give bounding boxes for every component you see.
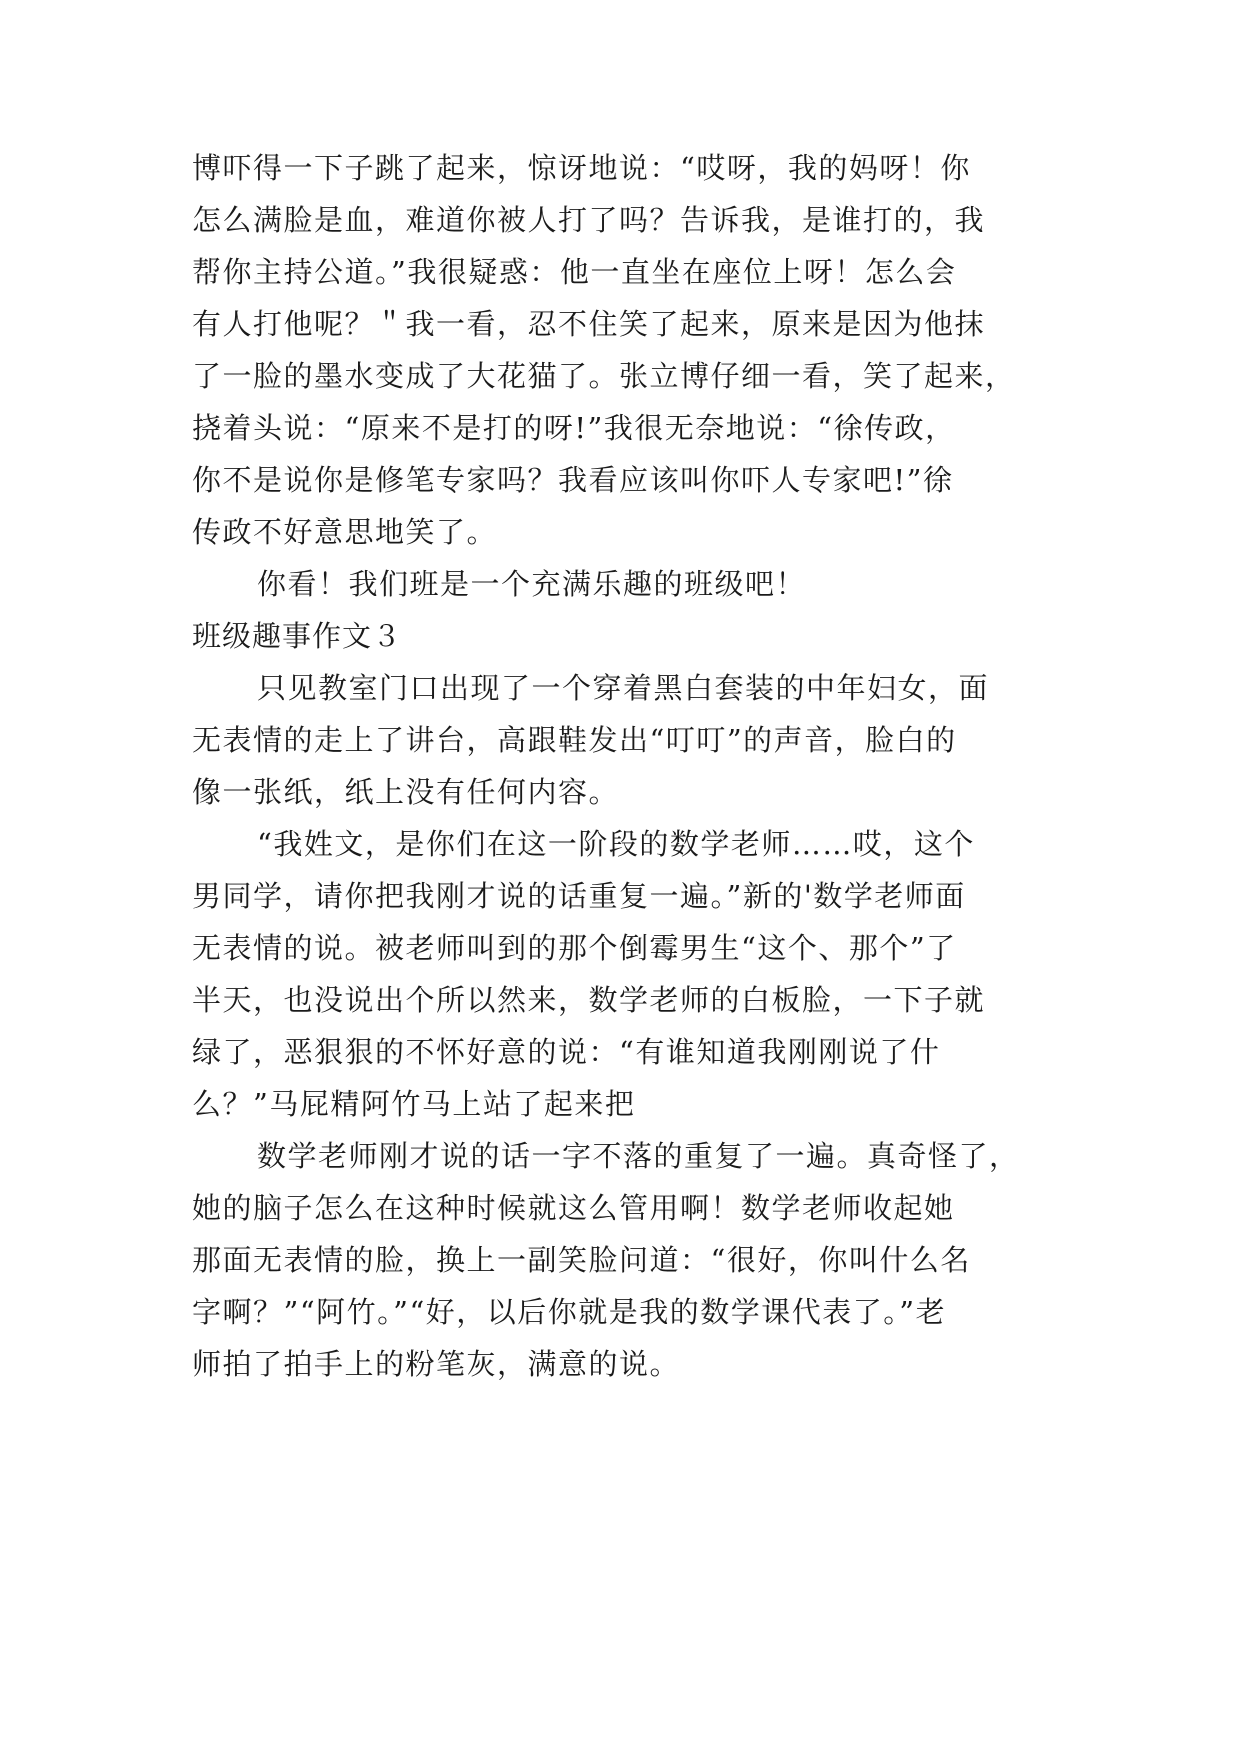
section-heading: 班级趣事作文３ <box>192 619 403 653</box>
text-line: 你不是说你是修笔专家吗？我看应该叫你吓人专家吧!”徐 <box>192 463 954 497</box>
text-line: 像一张纸，纸上没有任何内容。 <box>192 775 620 809</box>
text-line: 男同学，请你把我刚才说的话重复一遍。”新的'数学老师面 <box>192 879 966 913</box>
text-line: 无表情的走上了讲台，高跟鞋发出“叮叮”的声音，脸白的 <box>192 723 957 757</box>
text-line: 博吓得一下子跳了起来，惊讶地说：“哎呀，我的妈呀！你 <box>192 151 971 185</box>
text-line: 她的脑子怎么在这种时候就这么管用啊！数学老师收起她 <box>192 1191 955 1225</box>
text-line: 挠着头说：“原来不是打的呀!”我很无奈地说：“徐传政， <box>192 411 956 445</box>
paragraph-first-line: 只见教室门口出现了一个穿着黑白套装的中年妇女，面 <box>257 671 990 705</box>
text-line: 传政不好意思地笑了。 <box>192 515 498 549</box>
text-line: 师拍了拍手上的粉笔灰，满意的说。 <box>192 1347 681 1381</box>
text-line: 怎么满脸是血，难道你被人打了吗？告诉我，是谁打的，我 <box>192 203 986 237</box>
text-line: 绿了，恶狠狠的不怀好意的说：“有谁知道我刚刚说了什 <box>192 1035 941 1069</box>
text-line: 无表情的说。被老师叫到的那个倒霉男生“这个、那个”了 <box>192 931 957 965</box>
paragraph-first-line: “我姓文，是你们在这一阶段的数学老师……哎，这个 <box>257 827 975 861</box>
paragraph-first-line: 你看！我们班是一个充满乐趣的班级吧！ <box>257 567 807 601</box>
text-line: 了一脸的墨水变成了大花猫了。张立博仔细一看，笑了起来， <box>192 359 1016 393</box>
text-line: 那面无表情的脸，换上一副笑脸问道：“很好，你叫什么名 <box>192 1243 971 1277</box>
text-line: 么？”马屁精阿竹马上站了起来把 <box>192 1087 636 1121</box>
text-line: 有人打他呢？＂我一看，忍不住笑了起来，原来是因为他抹 <box>192 307 986 341</box>
text-line: 帮你主持公道。”我很疑惑：他一直坐在座位上呀！怎么会 <box>192 255 957 289</box>
text-line: 半天，也没说出个所以然来，数学老师的白板脸，一下子就 <box>192 983 986 1017</box>
text-line: 字啊？”“阿竹。”“好，以后你就是我的数学课代表了。”老 <box>192 1295 947 1329</box>
paragraph-first-line: 数学老师刚才说的话一字不落的重复了一遍。真奇怪了， <box>257 1139 1020 1173</box>
